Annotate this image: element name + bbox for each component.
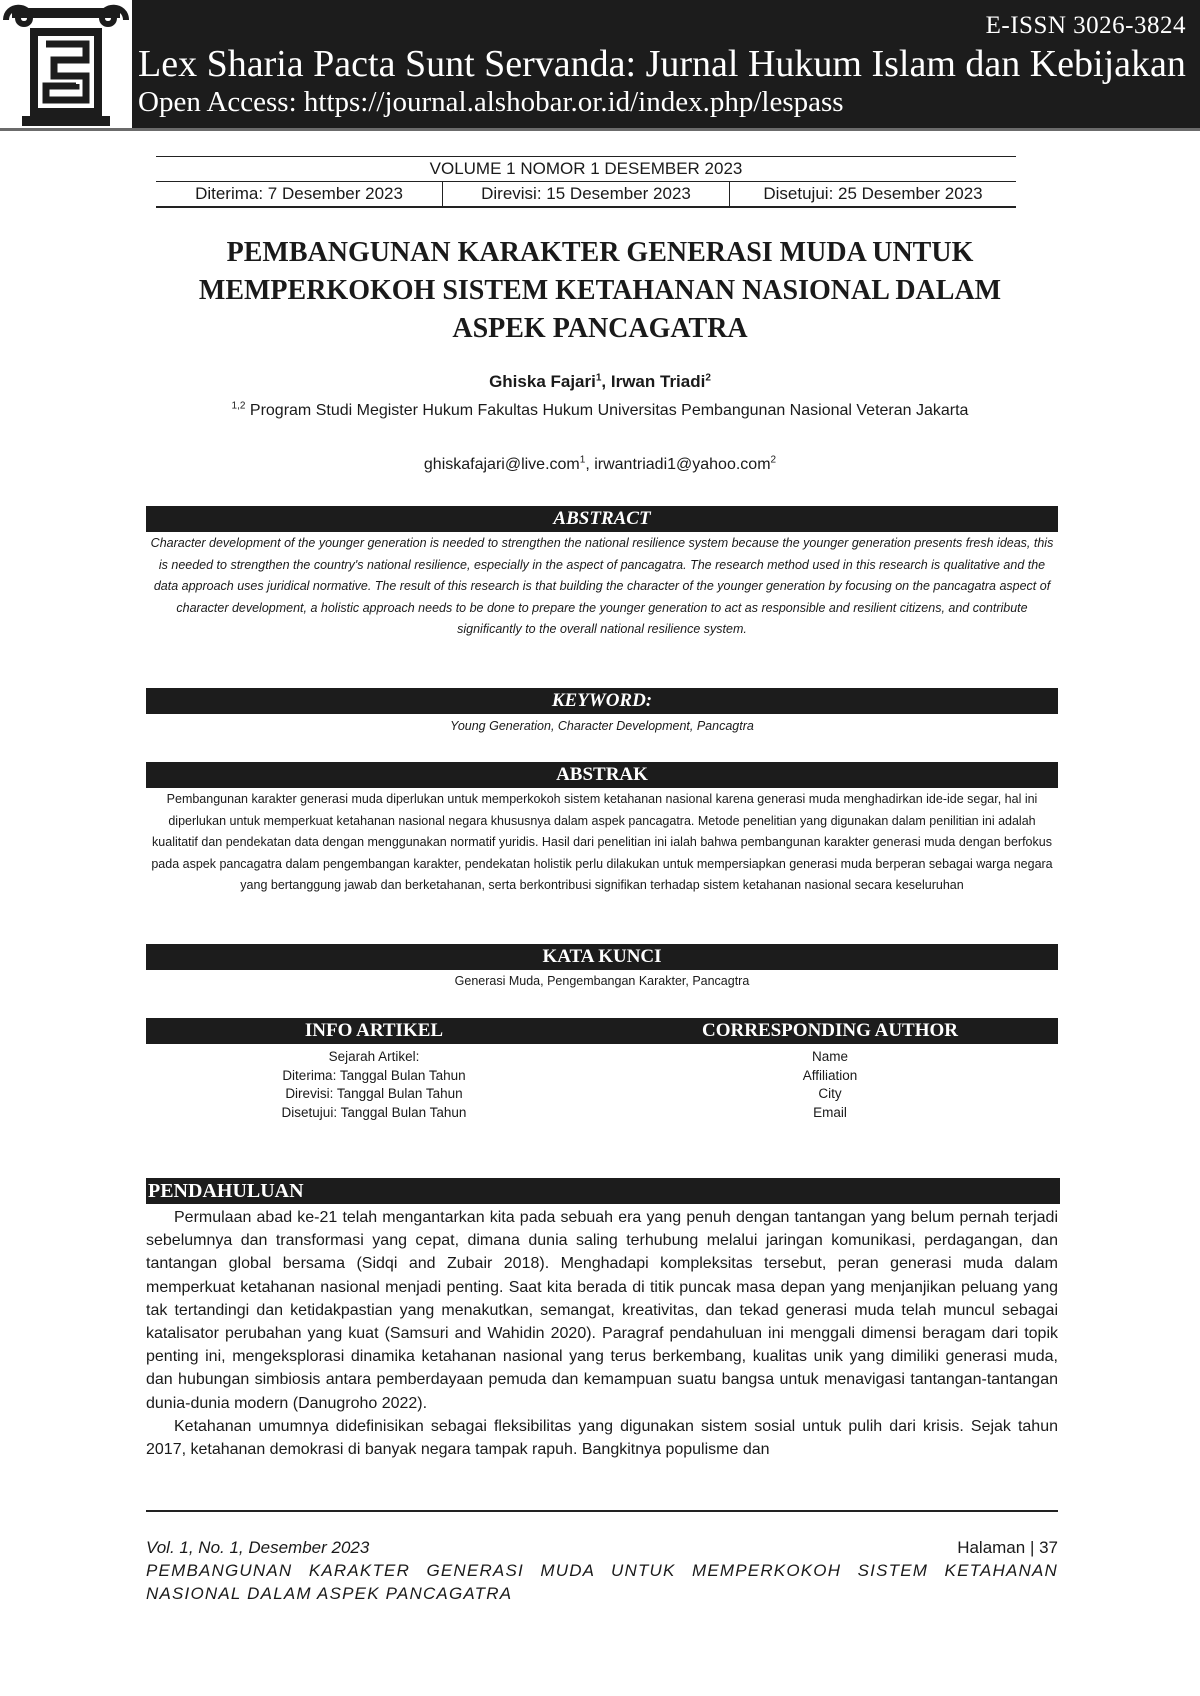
pendahuluan-heading: PENDAHULUAN	[146, 1178, 1060, 1204]
email-separator: ,	[585, 456, 595, 473]
author-list	[150, 372, 1050, 392]
author-name: Irwan Triadi	[610, 372, 706, 391]
history-line: Disetujui: Tanggal Bulan Tahun	[281, 1104, 467, 1120]
author-detail-line: City	[818, 1086, 842, 1101]
title-line: PEMBANGUNAN KARAKTER GENERASI MUDA UNTUK	[226, 237, 974, 268]
title-line: MEMPERKOKOH SISTEM KETAHANAN NASIONAL DALAM	[198, 275, 1002, 306]
footer-row	[146, 1536, 1058, 1559]
pendahuluan-body	[146, 1206, 1058, 1461]
abstract-heading: ABSTRACT	[146, 506, 1058, 532]
abstrak-text: Pembangunan karakter generasi muda diperlukan untuk memperkokoh sistem ketahanan nasional karena generasi muda menghadirkan ide-ide segar, hal ini diperlukan untuk memperkuat ketahanan nasional negara khususnya dalam aspek pancagatra. Metode penelitian yang digunakan dalam penilitian ini adalah kualitatif dan pendekatan data dengan menggunakan normatif yuridis. Hasil dari penelitian ini ialah bahwa pembangunan karakter generasi muda dengan berfokus pada aspek pancagatra dalam pengembangan karakter, pendekatan holistik perlu dilakukan untuk mempersiapkan generasi muda berperan sebagai warga negara yang bertanggung jawab dan berketahanan, serta berkontribusi signifikan terhadap sistem ketahanan nasional secara keseluruhan	[151, 792, 1053, 892]
author-emails	[150, 456, 1050, 474]
volume-info-box	[156, 156, 1016, 208]
author-detail-line: Email	[813, 1104, 847, 1120]
email-link[interactable]: ghiskafajari@live.com	[423, 456, 580, 473]
author-superscript: 1	[595, 372, 602, 384]
body-paragraph: Ketahanan umumnya didefinisikan sebagai fleksibilitas yang digunakan sistem sosial untuk pulih dari krisis. Sejak tahun 2017, ketahanan demokrasi di banyak negara tampak rapuh. Bangkitnya populisme dan	[146, 1417, 1058, 1459]
running-title: PEMBANGUNAN KARAKTER GENERASI MUDA UNTUK MEMPERKOKOH SISTEM KETAHANAN NASIONAL DALAM ASPEK PANCAGATRA	[146, 1561, 1058, 1603]
keyword-text: Young Generation, Character Development, Pancagtra	[450, 719, 754, 733]
author-name: Ghiska Fajari	[489, 372, 596, 391]
email-superscript: 2	[770, 454, 777, 466]
journal-header-banner	[0, 0, 1200, 131]
history-line: Sejarah Artikel:	[328, 1049, 420, 1064]
abstrak-heading: ABSTRAK	[146, 762, 1058, 788]
history-line: Diterima: Tanggal Bulan Tahun	[282, 1067, 466, 1083]
open-access-url[interactable]: Open Access: https://journal.alshobar.or.id/index.php/lespass	[138, 86, 844, 118]
author-superscript: 2	[705, 372, 711, 384]
corresponding-author-details	[602, 1048, 1058, 1122]
footer-divider	[146, 1510, 1058, 1512]
info-heading-bar	[146, 1018, 1058, 1044]
email-superscript: 1	[579, 454, 586, 466]
corresponding-author-heading: CORRESPONDING AUTHOR	[702, 1020, 958, 1041]
article-history	[146, 1048, 602, 1122]
info-artikel-heading: INFO ARTIKEL	[304, 1020, 444, 1041]
affiliation-superscript: 1,2	[231, 400, 246, 412]
info-columns	[146, 1048, 1058, 1122]
title-line: ASPEK PANCAGATRA	[452, 313, 748, 344]
issn-number: E-ISSN 3026-3824	[985, 12, 1186, 39]
abstract-text: Character development of the younger generation is needed to strengthen the national resilience system because the younger generation presents fresh ideas, this is needed to strengthen the country's national resilience, especially in the aspect of pancagatra. The research method used in this research is qualitative and the data approach uses juridical normative. The result of this research is that building the character of the younger generation by focusing on the pancagatra aspect of character development, a holistic approach needs to be done to prepare the younger generation to act as responsible and resilient citizens, and contribute significantly to the overall national resilience system.	[150, 536, 1054, 636]
page-number: Halaman | 37	[957, 1538, 1058, 1557]
article-title	[150, 234, 1050, 348]
accepted-date: Disetujui: 25 Desember 2023	[729, 182, 1016, 206]
received-date: Diterima: 7 Desember 2023	[195, 184, 403, 203]
author-detail-line: Affiliation	[802, 1067, 858, 1083]
keyword-heading: KEYWORD:	[146, 688, 1058, 714]
author-separator: ,	[601, 372, 611, 391]
affiliation-text: Program Studi Megister Hukum Fakultas Hukum Universitas Pembangunan Nasional Veteran Jakarta	[245, 402, 969, 419]
kata-kunci-heading: KATA KUNCI	[146, 944, 1058, 970]
journal-title: Lex Sharia Pacta Sunt Servanda: Jurnal Hukum Islam dan Kebijakan	[138, 43, 1186, 85]
history-line: Direvisi: Tanggal Bulan Tahun	[285, 1086, 463, 1101]
pillar-logo-icon	[0, 0, 132, 128]
page-footer	[146, 1536, 1058, 1605]
revised-date: Direvisi: 15 Desember 2023	[442, 182, 729, 206]
body-paragraph: Permulaan abad ke-21 telah mengantarkan kita pada sebuah era yang penuh dengan tantangan yang belum pernah terjadi sebelumnya dan transformasi yang cepat, dimana dunia saling terhubung melalui jaringan komunikasi, perdagangan, dan tantangan global bersama (Sidqi and Zubair 2018). Menghadapi kompleksitas tersebut, peran generasi muda dalam memperkuat ketahanan nasional menjadi penting. Saat kita berada di titik puncak masa depan yang menjanjikan peluang yang tak tertandingi dan ketidakpastian yang menakutkan, semangat, kreativitas, dan tekad generasi muda telah muncul sebagai katalisator perubahan yang kuat (Samsuri and Wahidin 2020). Paragraf pendahuluan ini menggali dimensi beragam dari topik penting ini, mengeksplorasi dinamika ketahanan nasional yang terus berkembang, kualitas unik yang dimiliki generasi muda, dan hubungan simbiosis antara pemberdayaan pemuda dan kemampuan suatu bangsa untuk menavigasi tantangan-tantangan dunia-dunia modern (Danugroho 2022).	[146, 1209, 1058, 1412]
journal-pillar-logo	[0, 0, 132, 128]
author-affiliation	[100, 402, 1100, 420]
kata-kunci-text: Generasi Muda, Pengembangan Karakter, Pancagtra	[454, 974, 750, 988]
volume-label: VOLUME 1 NOMOR 1 DESEMBER 2023	[156, 157, 1016, 182]
author-detail-line: Name	[811, 1049, 848, 1064]
footer-volume: Vol. 1, No. 1, Desember 2023	[146, 1538, 370, 1557]
email-link[interactable]: irwantriadi1@yahoo.com	[594, 456, 771, 473]
article-dates-row	[156, 182, 1016, 206]
